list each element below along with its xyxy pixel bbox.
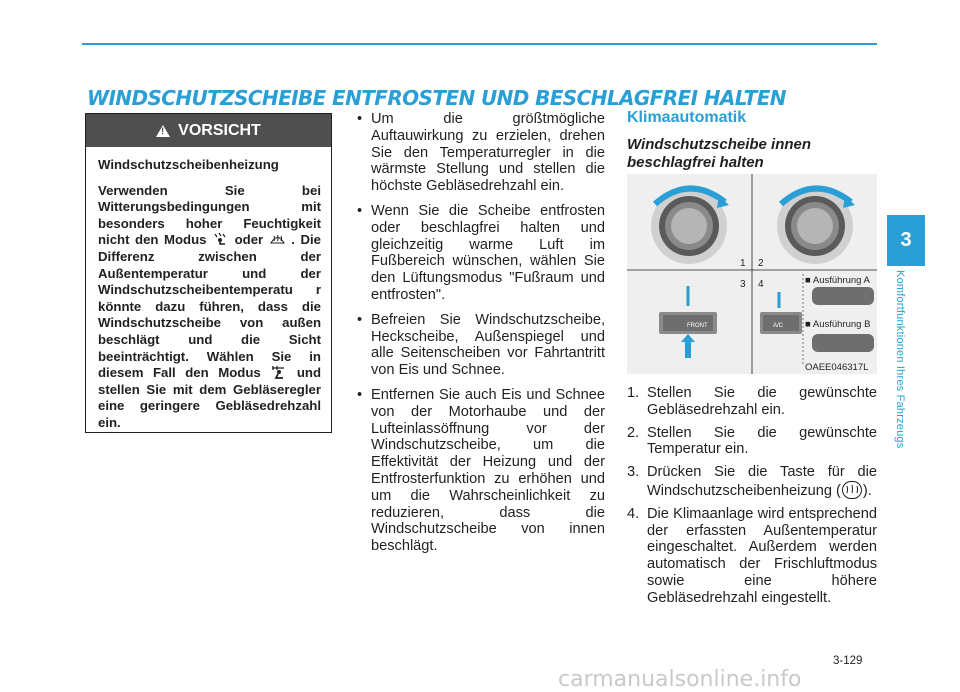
caution-text-1: Verwenden Sie bei Witterungsbedingungen mit besonders hoher Feuchtigkeit nicht den Modus (98, 182, 321, 248)
step-number: 4. (627, 505, 640, 522)
figure-code: OAEE046317L (805, 362, 869, 373)
step-text: Die Klimaanlage wird entsprechend der erfassten Außentemperatur eingeschaltet. Außerdem werden automatisch der Frischluftmodus sowie eine höhere Gebläsedrehzahl eingestellt. (647, 505, 877, 606)
chapter-label: Komfortfunktionen Ihres Fahrzeugs (894, 270, 906, 449)
section-subheading: Windschutzscheibe innen beschlagfrei halten (627, 136, 812, 171)
variant-b-label: ■ Ausführung B (805, 319, 871, 330)
callout-3: 3 (740, 279, 746, 290)
caution-subtitle: Windschutzscheibenheizung (98, 157, 279, 172)
ac-button (760, 292, 802, 334)
climate-panel-illustration (627, 174, 877, 374)
front-defrost-button (659, 286, 717, 358)
front-button-label: FRONT (687, 323, 708, 329)
page-number: 3-129 (833, 655, 863, 667)
list-item: • Um die größtmögliche Auftauwirkung zu erzielen, drehen Sie den Temperaturregler in die wärmste Stellung und stellen die höchste Gebläsedrehzahl ein. (355, 111, 605, 195)
warning-icon (156, 125, 170, 137)
caution-text-3: . Die Differenz zwischen der Außentemperatur und der Windschutzscheibentemperatu r könnte dazu führen, dass die Windschutzscheibe von außen beschlägt und die Sicht beeinträchtigt. Wählen Sie in diesem Fall den Modus (98, 232, 322, 381)
list-item: • Wenn Sie die Scheibe entfrosten oder beschlagfrei halten und gleichzeitig warme Luft im Fußbereich wünschen, wählen Sie den Lüftungsmodus "Fußraum und entfrosten". (355, 203, 605, 304)
page-title: WINDSCHUTZSCHEIBE ENTFROSTEN UND BESCHLAGFREI HALTEN (87, 86, 786, 110)
section-heading: Klimaautomatik (627, 109, 747, 126)
caution-header (86, 114, 331, 147)
middle-column (355, 111, 605, 563)
callout-2: 2 (758, 258, 764, 269)
list-item (627, 506, 877, 607)
callout-4: 4 (758, 279, 764, 290)
steps-list (627, 385, 877, 613)
watermark: carmanualsonline.info (558, 667, 802, 692)
ac-button-label: A/C (773, 323, 784, 329)
caution-text-2: oder (234, 232, 264, 248)
caution-text-4: und stellen Sie mit dem Gebläseregler eine geringere Gebläsedrehzahl ein. (98, 365, 321, 430)
list-item (627, 464, 877, 500)
callout-1: 1 (740, 258, 746, 269)
step-number: 1. (627, 385, 640, 401)
chapter-tab: 3 (887, 215, 925, 266)
caution-text (98, 183, 321, 432)
fan-speed-knob (651, 188, 729, 264)
list-item (627, 425, 877, 459)
header-rule (82, 43, 877, 45)
list-item (627, 385, 877, 419)
floor-defrost-icon (270, 365, 287, 379)
list-item: • Befreien Sie Windschutzscheibe, Heckscheibe, Außenspiegel und alle Seitenscheiben vor Fahrtantritt von Eis und Schnee. (355, 312, 605, 379)
step-text: Stellen Sie die gewünschte Gebläsedrehzahl ein. (647, 385, 877, 418)
caution-body (86, 147, 331, 432)
variant-a-label: ■ Ausführung A (805, 275, 870, 286)
step-text: Stellen Sie die gewünschte Temperatur ein. (647, 424, 877, 458)
step-number: 2. (627, 424, 640, 441)
defrost-floor-mode-icon (212, 232, 229, 246)
step-text: Drücken Sie die Taste für die Windschutzscheibenheizung ( (647, 464, 877, 499)
caution-heading: VORSICHT (178, 121, 261, 139)
step-text-end: ). (862, 482, 872, 499)
step-number: 3. (627, 464, 640, 481)
windshield-defrost-icon (269, 232, 286, 246)
temperature-knob (777, 188, 855, 264)
caution-box (85, 113, 332, 433)
windshield-defrost-icon (842, 481, 862, 499)
list-item: • Entfernen Sie auch Eis und Schnee von der Motorhaube und der Lufteinlassöffnung vor der Windschutzscheibe, um die Effektivität der Heizung und der Entfrosterfunktion zu erhöhen und um die Wahrscheinlichkeit zu reduzieren, dass die Windschutzscheibe von innen beschlägt. (355, 387, 605, 555)
climate-control-figure (627, 174, 877, 374)
